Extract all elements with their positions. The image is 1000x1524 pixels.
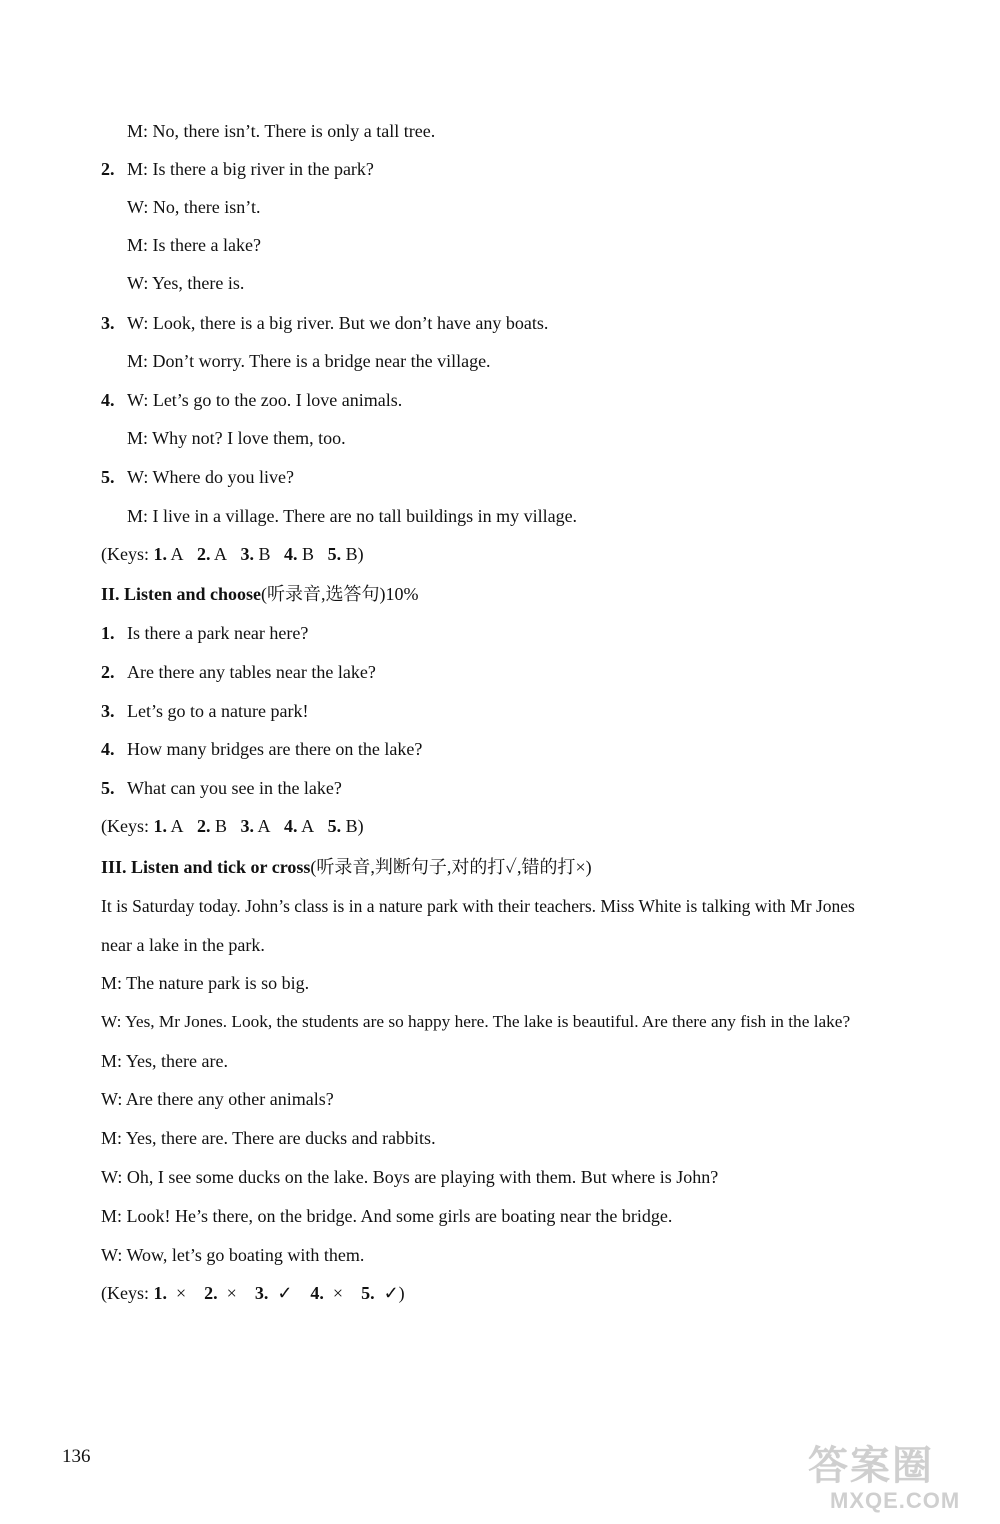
item-number: 2. (101, 159, 115, 179)
item-number: 2. (101, 662, 115, 682)
item-number: 1. (101, 623, 115, 643)
item-number: 5. (101, 467, 115, 487)
dialogue-line: W: Oh, I see some ducks on the lake. Boys are playing with them. But where is John? (101, 1167, 719, 1187)
section-heading: III. Listen and tick or cross(听录音,判断句子,对的打✓,错的打×) (101, 857, 592, 877)
dialogue-line: M: Don’t worry. There is a bridge near the village. (127, 351, 491, 371)
dialogue-line: M: Yes, there are. There are ducks and rabbits. (101, 1128, 436, 1148)
answer-keys: (Keys: 1. A 2. B 3. A 4. A 5. B) (101, 816, 364, 836)
passage-line: It is Saturday today. John’s class is in a nature park with their teachers. Miss White is talking with Mr Jones (101, 896, 855, 916)
item-number: 3. (101, 701, 115, 721)
dialogue-line: M: Why not? I love them, too. (127, 428, 346, 448)
dialogue-line: M: Yes, there are. (101, 1051, 228, 1071)
dialogue-line: W: Where do you live? (127, 467, 294, 487)
dialogue-line: M: Is there a lake? (127, 235, 261, 255)
item-number: 5. (101, 778, 115, 798)
watermark-logo (808, 1434, 988, 1516)
question-line: How many bridges are there on the lake? (127, 739, 423, 759)
dialogue-line: W: Yes, Mr Jones. Look, the students are so happy here. The lake is beautiful. Are there any fish in the lake? (101, 1012, 851, 1031)
answer-keys: (Keys: 1. × 2. × 3. ✓ 4. × 5. ✓) (101, 1283, 405, 1303)
passage-line: near a lake in the park. (101, 935, 265, 955)
question-line: Let’s go to a nature park! (127, 701, 309, 721)
dialogue-line: W: Look, there is a big river. But we don’t have any boats. (127, 313, 549, 333)
dialogue-line: M: The nature park is so big. (101, 973, 310, 993)
dialogue-line: W: No, there isn’t. (127, 197, 261, 217)
dialogue-line: W: Are there any other animals? (101, 1089, 334, 1109)
page-number: 136 (62, 1446, 91, 1467)
question-line: Are there any tables near the lake? (127, 662, 376, 682)
dialogue-line: M: Is there a big river in the park? (127, 159, 374, 179)
dialogue-line: W: Yes, there is. (127, 273, 245, 293)
section-heading: II. Listen and choose(听录音,选答句)10% (101, 584, 419, 604)
item-number: 4. (101, 739, 115, 759)
answer-keys: (Keys: 1. A 2. A 3. B 4. B 5. B) (101, 544, 364, 564)
dialogue-line: W: Let’s go to the zoo. I love animals. (127, 390, 403, 410)
item-number: 3. (101, 313, 115, 333)
question-line: Is there a park near here? (127, 623, 309, 643)
dialogue-line: M: No, there isn’t. There is only a tall tree. (127, 121, 436, 141)
item-number: 4. (101, 390, 115, 410)
dialogue-line: M: Look! He’s there, on the bridge. And some girls are boating near the bridge. (101, 1206, 673, 1226)
watermark-url: MXQE.COM (830, 1488, 961, 1513)
dialogue-line: W: Wow, let’s go boating with them. (101, 1245, 365, 1265)
question-line: What can you see in the lake? (127, 778, 342, 798)
watermark-logo-text: 答案圈 (808, 1444, 934, 1488)
dialogue-line: M: I live in a village. There are no tall buildings in my village. (127, 506, 578, 526)
